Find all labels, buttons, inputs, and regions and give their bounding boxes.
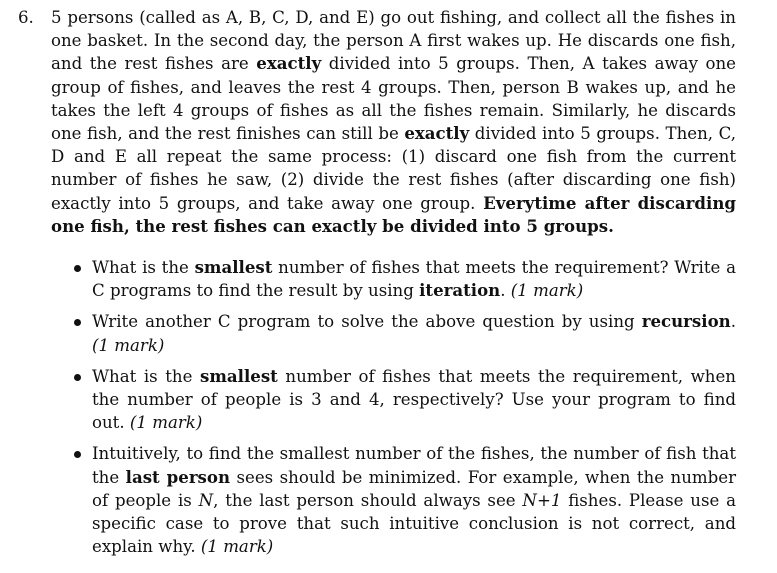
emphasis-exactly: exactly (404, 123, 470, 144)
emphasis-text: iteration (419, 280, 501, 301)
mark-label: (1 mark) (200, 537, 274, 557)
mark-label: (1 mark) (92, 335, 165, 355)
problem-6 (18, 6, 736, 238)
emphasis-exactly: exactly (256, 53, 322, 74)
emphasis-condition: Everytime after discarding one fish, the rest fishes can exactly be divided into 5 groups. (51, 192, 736, 236)
mark-label: (1 mark) (129, 413, 203, 433)
mark-label: (1 mark) (510, 281, 584, 301)
question-text: Write another C program to solve the above question by using (92, 312, 642, 332)
emphasis-text: smallest (194, 257, 273, 277)
list-item (72, 256, 736, 302)
question-text: sees should be minimized. For example, when the number of people is (92, 467, 737, 510)
problem-statement (51, 6, 736, 238)
question-text: Intuitively, to find the smallest number of the fishes, the number of fish that the (92, 444, 736, 487)
question-text: , the last person should always see (213, 490, 523, 510)
problem-text-part: divided into 5 groups. Then, C, D and E all repeat the same process: (1) discard one fish from the current number of fishes he saw, (2) divide the rest fishes (after discarding one fish) exactly into 5 groups, and take away one group. (51, 124, 736, 213)
bullet-icon (74, 374, 81, 381)
question-text: . (500, 281, 511, 301)
question-text: What is the (92, 258, 195, 277)
bullet-icon (74, 319, 81, 326)
question-list (72, 256, 736, 566)
emphasis-text: last person (125, 466, 231, 487)
problem-text-part: divided into 5 groups. Then, A takes away one group of fishes, and leaves the rest 4 groups. Then, person B wakes up, and he takes the left 4 groups of fishes as all the fishes remain. Similarly, he discards one fish, and the rest finishes can still be (51, 54, 736, 144)
emphasis-text: recursion (641, 311, 731, 332)
math-variable: N (198, 490, 214, 510)
question-text: . (730, 312, 736, 332)
math-expression: N+1 (522, 490, 562, 510)
question-text: What is the (92, 366, 201, 386)
question-text: fishes. Please use a specific case to prove that such intuitive conclusion is not correct, and explain why. (92, 490, 736, 557)
bullet-icon (74, 265, 81, 272)
problem-number: 6. (18, 8, 34, 27)
question-text: number of fishes that meets the requirement, when the number of people is 3 and 4, respectively? Use your program to find out. (92, 366, 736, 433)
list-item (72, 365, 736, 435)
problem-text-part: 5 persons (called as A, B, C, D, and E) go out fishing, and collect all the fishes in one basket. In the second day, the person A first wakes up. He discards one fish, and the rest fishes are (51, 8, 736, 74)
list-item (72, 310, 736, 356)
list-item (72, 442, 736, 558)
bullet-icon (74, 451, 81, 458)
question-text: number of fishes that meets the requirement? Write a C programs to find the result by using (92, 258, 736, 301)
emphasis-text: smallest (200, 365, 278, 386)
